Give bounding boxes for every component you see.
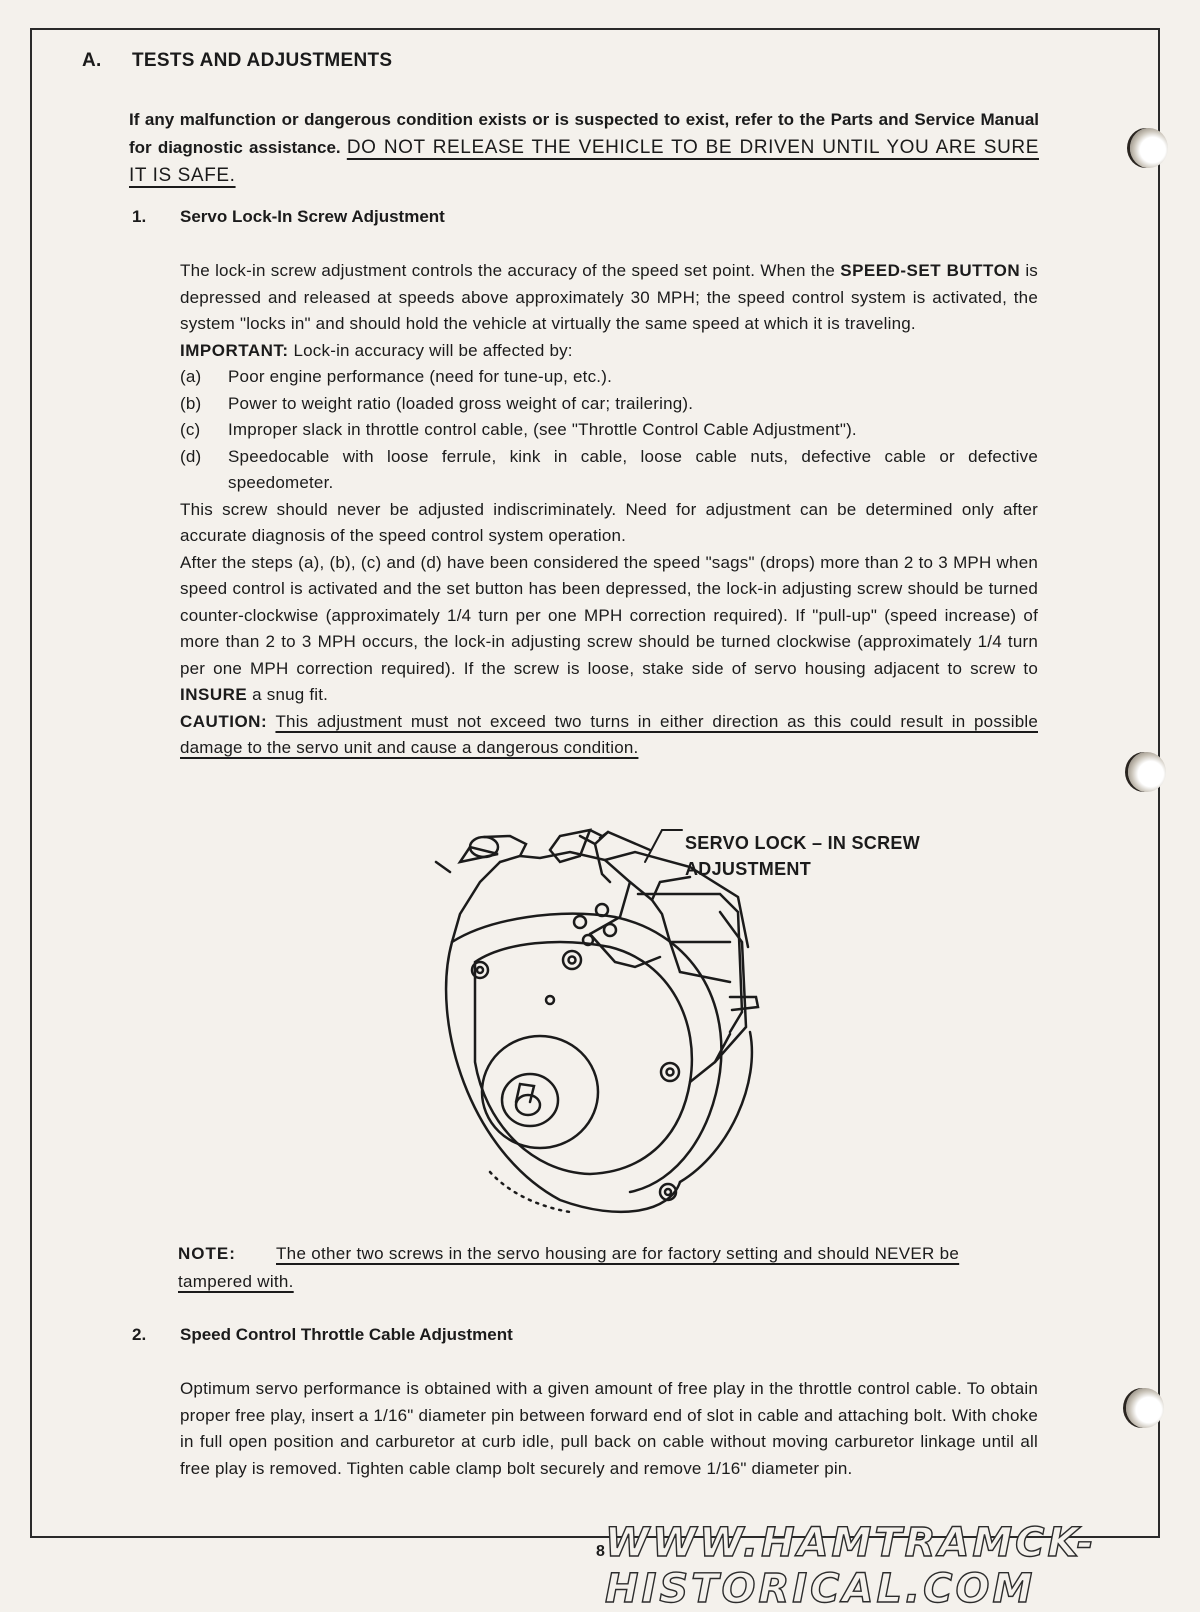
speed-set-button-term: SPEED-SET BUTTON	[840, 261, 1021, 280]
figure-label-line-2: ADJUSTMENT	[685, 859, 812, 879]
section-heading	[82, 50, 392, 72]
item2-heading	[132, 1325, 513, 1345]
item1-p3-text-b: a snug fit.	[252, 685, 329, 704]
page-border	[30, 28, 1160, 1538]
item1-title: Servo Lock-In Screw Adjustment	[180, 207, 445, 226]
list-text: Power to weight ratio (loaded gross weight of car; trailering).	[228, 393, 694, 413]
item1-p1-text-b: is depressed and released at speeds above approximately 30 MPH; the speed control system is activated, the system "locks in" and should hold the vehicle at virtually the same speed at which it is traveling.	[180, 261, 1038, 333]
binder-hole	[1126, 1388, 1164, 1428]
figure-callout	[685, 830, 920, 882]
item2-title: Speed Control Throttle Cable Adjustment	[180, 1325, 513, 1344]
list-text: Speedocable with loose ferrule, kink in cable, loose cable nuts, defective cable or defective speedometer.	[228, 446, 1038, 492]
item2-paragraph: Optimum servo performance is obtained with a given amount of free play in the throttle control cable. To obtain proper free play, insert a 1/16" diameter pin between forward end of slot in cable and attaching bolt. With choke in full open position and carburetor at curb idle, pull back on cable without moving carburetor linkage until all free play is removed. Tighten cable clamp bolt securely and remove 1/16" diameter pin.	[180, 1379, 1038, 1478]
item1-heading	[132, 207, 445, 227]
important-label: IMPORTANT:	[180, 340, 289, 360]
item1-p1-text-a: The lock-in screw adjustment controls the accuracy of the speed set point. When the	[180, 261, 836, 280]
section-title: TESTS AND ADJUSTMENTS	[132, 50, 393, 71]
important-line	[180, 338, 1038, 365]
item1-number: 1.	[132, 207, 147, 226]
list-item	[180, 444, 1038, 497]
important-text: Lock-in accuracy will be affected by:	[293, 340, 573, 360]
binder-hole	[1128, 752, 1166, 792]
site-watermark: WWW.HAMTRAMCK-HISTORICAL.COM	[605, 1520, 1097, 1612]
list-marker: (c)	[180, 420, 201, 439]
list-item	[180, 364, 1038, 391]
item1-body	[180, 258, 1038, 762]
safety-warning: DO NOT RELEASE THE VEHICLE TO BE DRIVEN UNTIL YOU ARE SURE IT IS SAFE.	[129, 137, 1039, 186]
intro-text: If any malfunction or dangerous condition exists or is suspected to exist, refer to the Parts and Service Manual for diagnostic assistance.	[129, 110, 1039, 157]
list-item	[180, 417, 1038, 444]
item1-p3-text-a: After the steps (a), (b), (c) and (d) have been considered the speed "sags" (drops) more than 2 to 3 MPH when speed control is activated and the set button has been depressed, the lock-in adjusting screw should be turned counter-clockwise (approximately 1/4 turn per one MPH correction required). If "pull-up" (speed increase) of more than 2 to 3 MPH occurs, the lock-in adjusting screw should be turned clockwise (approximately 1/4 turn per one MPH correction required). If the screw is loose, stake side of servo housing adjacent to screw to	[180, 552, 1038, 678]
page-number: 8	[596, 1543, 605, 1560]
item2-body	[180, 1376, 1038, 1482]
list-marker: (a)	[180, 367, 202, 386]
caution-text: This adjustment must not exceed two turns in either direction as this could result in possible damage to the servo unit and cause a dangerous condition.	[180, 711, 1038, 757]
list-marker: (d)	[180, 446, 202, 466]
list-text: Improper slack in throttle control cable, (see "Throttle Control Cable Adjustment").	[228, 420, 857, 439]
caution-label: CAUTION:	[180, 711, 268, 731]
section-label: A.	[82, 50, 102, 71]
item1-paragraph-3	[180, 550, 1038, 709]
item1-paragraph-1	[180, 258, 1038, 338]
note-block	[178, 1240, 1038, 1296]
list-text: Poor engine performance (need for tune-up, etc.).	[228, 367, 613, 386]
list-item	[180, 391, 1038, 418]
binder-hole	[1130, 128, 1168, 168]
figure-label-line-1: SERVO LOCK – IN SCREW	[685, 833, 920, 853]
note-label: NOTE:	[178, 1244, 236, 1263]
intro-paragraph	[129, 106, 1039, 190]
item1-paragraph-2: This screw should never be adjusted indiscriminately. Need for adjustment can be determined only after accurate diagnosis of the speed control system operation.	[180, 499, 1038, 545]
note-text: The other two screws in the servo housing are for factory setting and should NEVER be tampered with.	[178, 1244, 960, 1291]
caution-line	[180, 709, 1038, 762]
insure-term: INSURE	[180, 685, 248, 704]
list-marker: (b)	[180, 393, 202, 413]
item2-number: 2.	[132, 1325, 147, 1344]
servo-illustration	[430, 822, 990, 1222]
